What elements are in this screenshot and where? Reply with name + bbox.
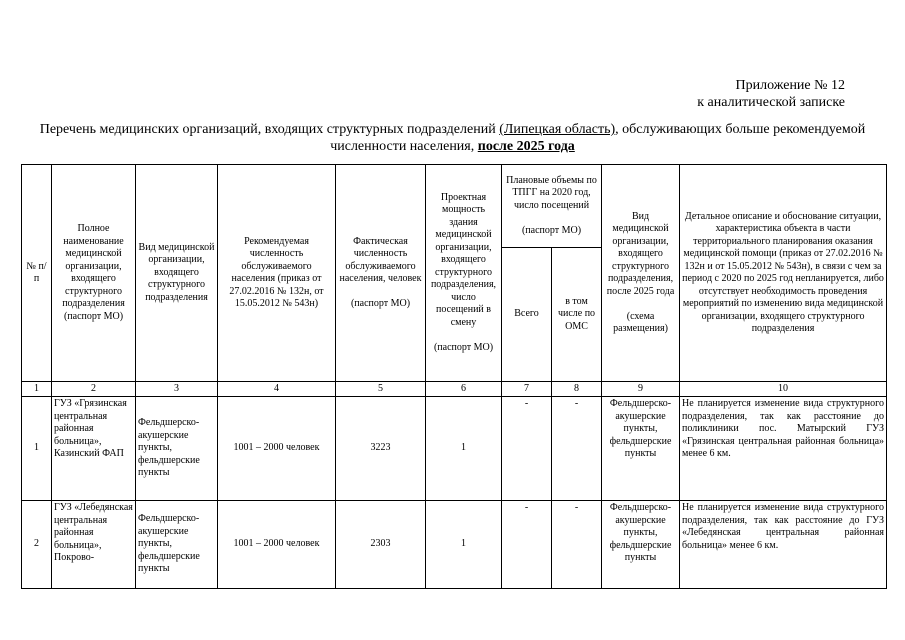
row-actual: 2303 [336,501,426,589]
organizations-table [21,164,887,589]
header-actual [336,165,426,382]
row-oms: - [552,501,602,589]
appendix-caption [697,77,845,111]
header-capacity-source: (паспорт МО) [433,341,494,353]
appendix-subtitle: к аналитической записке [697,95,845,110]
column-number: 8 [552,382,602,397]
header-oms: в том числе по ОМС [552,248,602,382]
title-part2: , обслуживающих больше рекомендуемой численности населения, [330,122,866,154]
header-type-after-source: (схема размещения) [613,310,668,334]
column-number: 7 [502,382,552,397]
header-description: Детальное описание и обоснование ситуации, характеристика объекта в части территориального планирования оказания медицинской помощи (приказ от 27.02.2016 № 132н и от 15.05.2012 № 543н), в связи с чем за период с 2020 по 2025 год непланируется, либо отсутствует необходимость проведения мероприятий по изменению вида медицинской организации, входящего структурного подразделения [680,165,887,382]
row-capacity: 1 [426,397,502,501]
document-title [20,121,885,155]
row-num: 1 [22,397,52,501]
title-region: (Липецкая область) [499,122,616,137]
row-description: Не планируется изменение вида структурного подразделения, так как расстояние до ГУЗ «Лебедянская центральная районная больница» менее 6 км. [680,501,887,589]
column-number: 1 [22,382,52,397]
row-total: - [502,397,552,501]
header-type: Вид медицинской организации, входящего структурного подразделения [136,165,218,382]
header-planned-text: Плановые объемы по ТПГГ на 2020 год, число посещений [506,174,597,211]
column-number: 10 [680,382,887,397]
header-type-after [602,165,680,382]
row-total: - [502,501,552,589]
header-capacity [426,165,502,382]
header-planned-source: (паспорт МО) [521,224,582,236]
row-name: ГУЗ «Грязинская центральная районная больница», Казинский ФАП [52,397,136,501]
header-type-after-text: Вид медицинской организации, входящего структурного подразделения, после 2025 года [606,210,675,297]
row-actual: 3223 [336,397,426,501]
column-number: 6 [426,382,502,397]
row-type: Фельдшерско-акушерские пункты, фельдшерские пункты [136,397,218,501]
column-number: 2 [52,382,136,397]
header-planned [502,165,602,248]
header-total: Всего [502,248,552,382]
row-recommended: 1001 – 2000 человек [218,501,336,589]
row-type-after: Фельдшерско-акушерские пункты, фельдшерские пункты [602,501,680,589]
column-number-row [22,382,887,397]
title-period: после 2025 года [477,139,575,154]
row-num: 2 [22,501,52,589]
column-number: 3 [136,382,218,397]
row-type: Фельдшерско-акушерские пункты, фельдшерские пункты [136,501,218,589]
column-number: 4 [218,382,336,397]
column-number: 5 [336,382,426,397]
column-number: 9 [602,382,680,397]
row-oms: - [552,397,602,501]
table-row [22,397,887,501]
row-name: ГУЗ «Лебедянская центральная районная больница», Покрово- [52,501,136,589]
row-type-after: Фельдшерско-акушерские пункты, фельдшерские пункты [602,397,680,501]
row-description: Не планируется изменение вида структурного подразделения, так как расстояние до поликлиники пос. Матырский ГУЗ «Грязинская центральная районная больница» менее 6 км. [680,397,887,501]
row-recommended: 1001 – 2000 человек [218,397,336,501]
header-recommended: Рекомендуемая численность обслуживаемого населения (приказ от 27.02.2016 № 132н, от 15.05.2012 № 543н) [218,165,336,382]
row-capacity: 1 [426,501,502,589]
header-num: № п/п [22,165,52,382]
header-name: Полное наименование медицинской организации, входящего структурного подразделения (паспорт МО) [52,165,136,382]
header-capacity-text: Проектная мощность здания медицинской организации, входящего структурного подразделения, число посещений в смену [430,191,497,328]
title-part1: Перечень медицинских организаций, входящих структурных подразделений [39,122,500,137]
table-row [22,501,887,589]
header-actual-source: (паспорт МО) [350,298,411,309]
header-actual-text: Фактическая численность обслуживаемого населения, человек [339,235,422,284]
appendix-number: Приложение № 12 [735,78,845,93]
